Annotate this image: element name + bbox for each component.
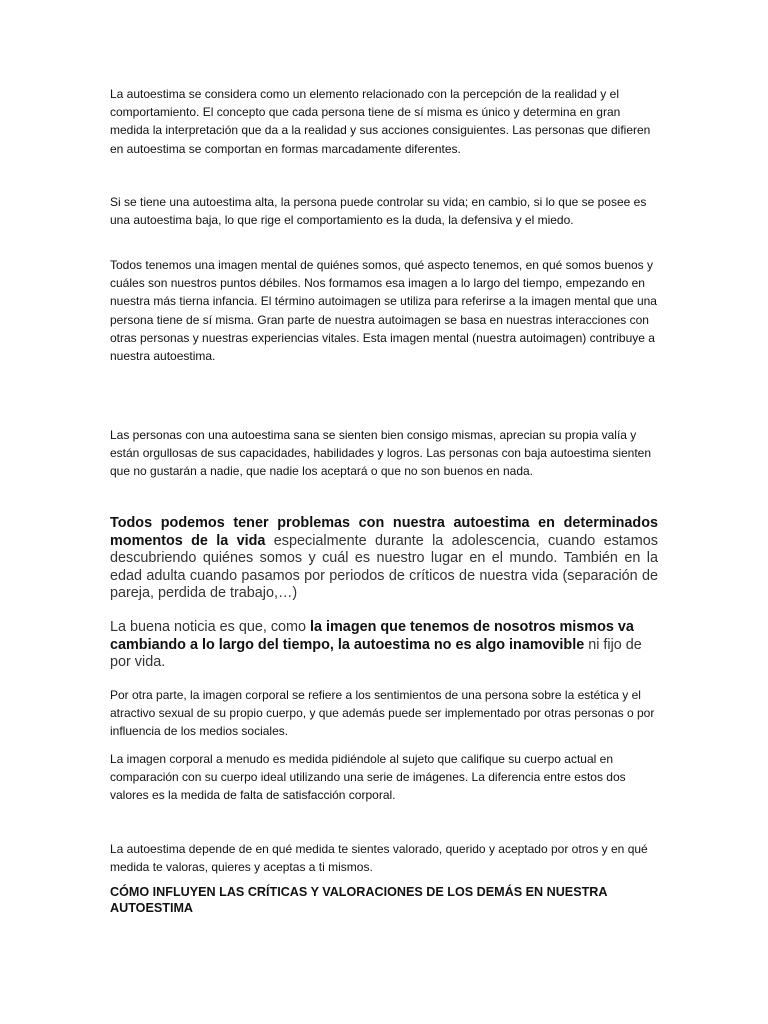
paragraph-text: La buena noticia es que, como <box>110 619 311 635</box>
emphasis-text: Todos podemos tener problemas con nuestra autoestima en determinados momentos de la vida <box>110 515 658 549</box>
section-heading: CÓMO INFLUYEN LAS CRÍTICAS Y VALORACIONES DE LOS DEMÁS EN NUESTRA AUTOESTIMA <box>110 885 608 915</box>
paragraph-autoimagen: Todos tenemos una imagen mental de quiénes somos, qué aspecto tenemos, en qué somos buenos y cuáles son nuestros puntos débiles. Nos formamos esa imagen a lo largo del tiempo, empezando en nuestra más tierna infancia. El término autoimagen se utiliza para referirse a la imagen mental que una persona tiene de sí misma. Gran parte de nuestra autoimagen se basa en nuestras interacciones con otras personas y nuestras experiencias vitales. Esta imagen mental (nuestra autoimagen) contribuye a nuestra autoestima. <box>110 258 657 364</box>
paragraph-autoestima-definicion: La autoestima se considera como un elemento relacionado con la percepción de la realidad y el comportamiento. El concepto que cada persona tiene de sí misma es único y determina en gran medida la interpretación que da a la realidad y sus acciones consiguientes. Las personas que difieren en autoestima se comportan en formas marcadamente diferentes. <box>110 87 651 156</box>
paragraph-problemas-autoestima <box>110 515 658 603</box>
paragraph-medida-imagen-corporal: La imagen corporal a menudo es medida pidiéndole al sujeto que califique su cuerpo actual en comparación con su cuerpo ideal utilizando una serie de imágenes. La diferencia entre estos dos valores es la medida de falta de satisfacción corporal. <box>110 752 626 803</box>
paragraph-autoestima-sana: Las personas con una autoestima sana se sienten bien consigo mismas, aprecian su propia valía y están orgullosas de sus capacidades, habilidades y logros. Las personas con baja autoestima sienten que no gustarán a nadie, que nadie los aceptará o que no son buenos en nada. <box>110 428 652 479</box>
paragraph-imagen-corporal: Por otra parte, la imagen corporal se refiere a los sentimientos de una persona sobre la estética y el atractivo sexual de su propio cuerpo, y que además puede ser implementado por otras personas o por influencia de los medios sociales. <box>110 688 655 739</box>
paragraph-text: ni fijo de por vida. <box>110 636 642 670</box>
paragraph-text: especialmente durante la adolescencia, cuando estamos descubriendo quiénes somos y cuál es nuestro lugar en el mundo. También en la edad adulta cuando pasamos por periodos de críticos de nuestra vida (separación de pareja, perdida de trabajo,…) <box>110 532 658 601</box>
emphasis-text: la imagen que tenemos de nosotros mismos va cambiando a lo largo del tiempo, la autoestima no es algo inamovible <box>110 619 634 653</box>
paragraph-valoracion: La autoestima depende de en qué medida te sientes valorado, querido y aceptado por otros y en qué medida te valoras, quieres y aceptas a ti mismos. <box>110 842 648 875</box>
paragraph-buena-noticia <box>110 619 658 672</box>
paragraph-autoestima-alta-baja: Si se tiene una autoestima alta, la persona puede controlar su vida; en cambio, si lo que se posee es una autoestima baja, lo que rige el comportamiento es la duda, la defensiva y el miedo. <box>110 195 647 228</box>
